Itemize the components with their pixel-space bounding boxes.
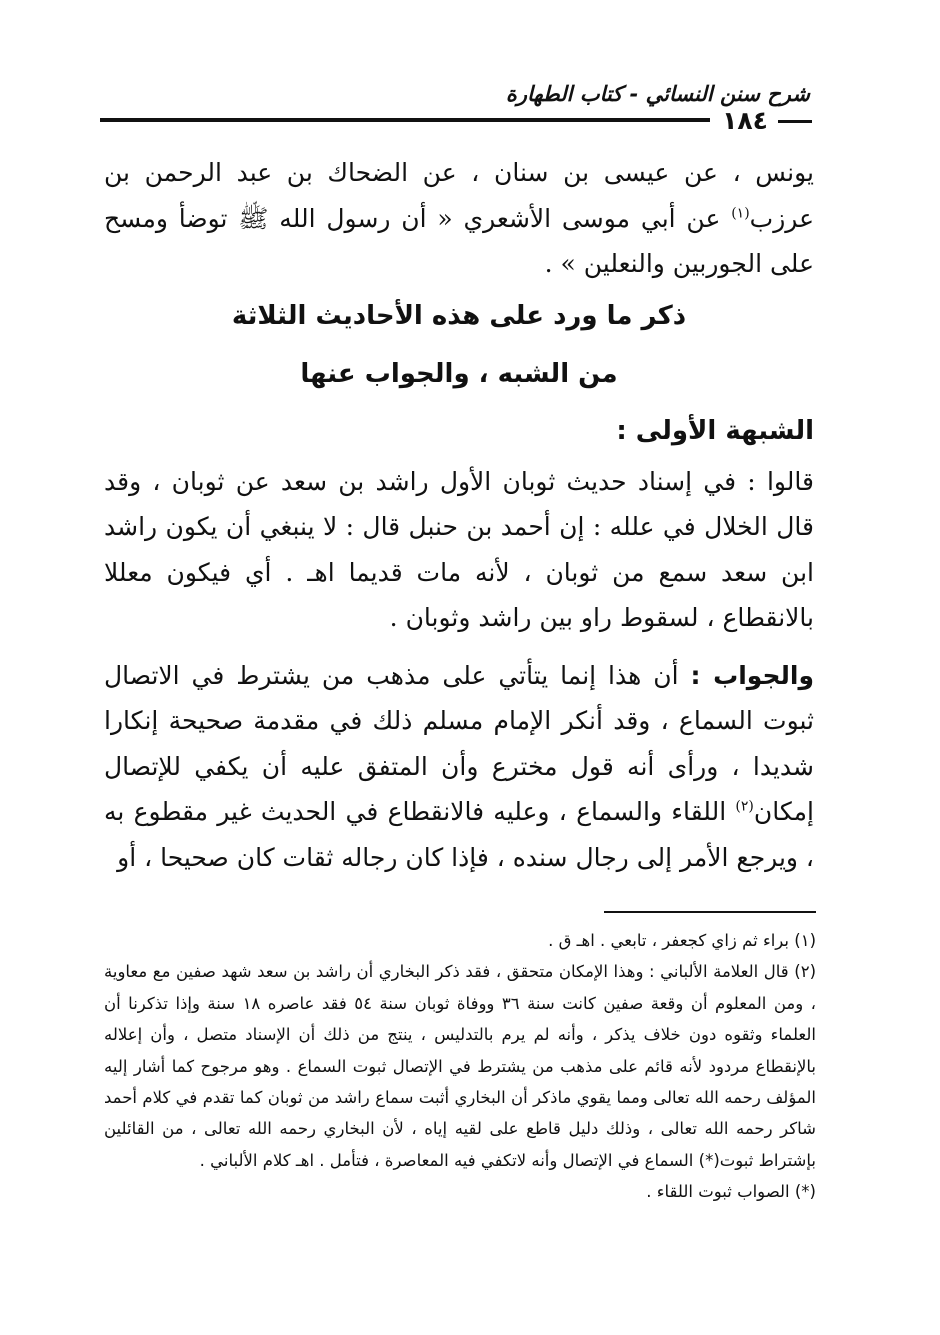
objection-paragraph: قالوا : في إسناد حديث ثوبان الأول راشد بن سعد عن ثوبان ، وقد قال الخلال في علله : إن أحمد بن حنبل قال : لا ينبغي أن يكون راشد ابن سعد سمع من ثوبان ، لأنه مات قديما اهـ . أي فيكون معللا بالانقطاع ، لسقوط راو بين راشد وثوبان . (104, 466, 814, 632)
section-heading-line-1: ذكر ما ورد على هذه الأحاديث الثلاثة (231, 300, 687, 331)
answer-text-1: أن هذا إنما يتأتي على مذهب من يشترط في الاتصال ثبوت السماع ، وقد أنكر الإمام مسلم ذلك في مقدمة صحيحة إنكارا شديدا ، ورأى أنه قول مخترع وأن المتفق عليه أن يكفي للإتصال إمكان (104, 660, 814, 826)
intro-text: يونس ، عن عيسى بن سنان ، عن الضحاك بن عبد الرحمن بن عرزب (104, 158, 814, 233)
footnote-separator (604, 911, 816, 913)
answer-paragraph (104, 653, 814, 881)
answer-text-2: اللقاء والسماع ، وعليه فالانقطاع في الحديث غير مقطوع به ، ويرجع الأمر إلى رجال سنده ، فإذا كان رجاله ثقات كان صحيحا ، أو (104, 797, 814, 872)
footnote-2: (٢) قال العلامة الألباني : وهذا الإمكان متحقق ، فقد ذكر البخاري أن راشد بن سعد شهد صفين مع معاوية ، ومن المعلوم أن وقعة صفين كانت سنة ٣٦ ووفاة ثوبان سنة ٥٤ فقد عاصره ١٨ سنة وإذا تذكرنا أن العلماء وثقوه دون خلاف يذكر ، وأنه لم يرم بالتدليس ، ينتج من ذلك أن الإسناد متصل ، وأن إعلاله بالإنقطاع مردود لأنه قائم على مذهب من يشترط في الإتصال ثبوت السماع . وهو مرجوح كما أشار إليه المؤلف رحمه الله تعالى ومما يقوي ماذكر أن البخاري أثبت سماع راشد من ثوبان كما تقدم في كلام أحمد شاكر رحمه الله تعالى ، وذلك دليل قاطع على لقيه إياه ، لأن البخاري رحمه الله تعالى ، من القائلين بإشتراط ثبوت(*) السماع في الإتصال وأنه لاتكفي فيه المعاصرة ، فتأمل . اهـ كلام الألباني . (104, 962, 816, 1170)
intro-text-cont: عن أبي موسى الأشعري « أن رسول الله ﷺ توضأ ومسح على الجوربين والنعلين » . (104, 203, 814, 278)
footnotes (104, 925, 816, 1208)
header-rule (100, 118, 710, 122)
subheading-first-objection: الشبهة الأولى : (616, 415, 814, 446)
section-heading-line-2: من الشبه ، والجواب عنها (300, 358, 618, 389)
footnote-ref-2: (٢) (735, 798, 754, 815)
footnote-ref-1: (١) (731, 205, 750, 222)
footnote-star: (*) الصواب ثبوت اللقاء . (646, 1182, 816, 1202)
intro-paragraph (104, 150, 814, 287)
answer-lead: والجواب : (690, 660, 814, 690)
running-header-title: شرح سنن النسائي - كتاب الطهارة (505, 82, 810, 106)
main-text (104, 150, 814, 880)
page-number: ١٨٤ (722, 106, 768, 135)
footnote-1: (١) براء ثم زاي كجعفر ، تابعي . اهـ ق . (548, 931, 816, 950)
page-number-dash (778, 120, 812, 123)
